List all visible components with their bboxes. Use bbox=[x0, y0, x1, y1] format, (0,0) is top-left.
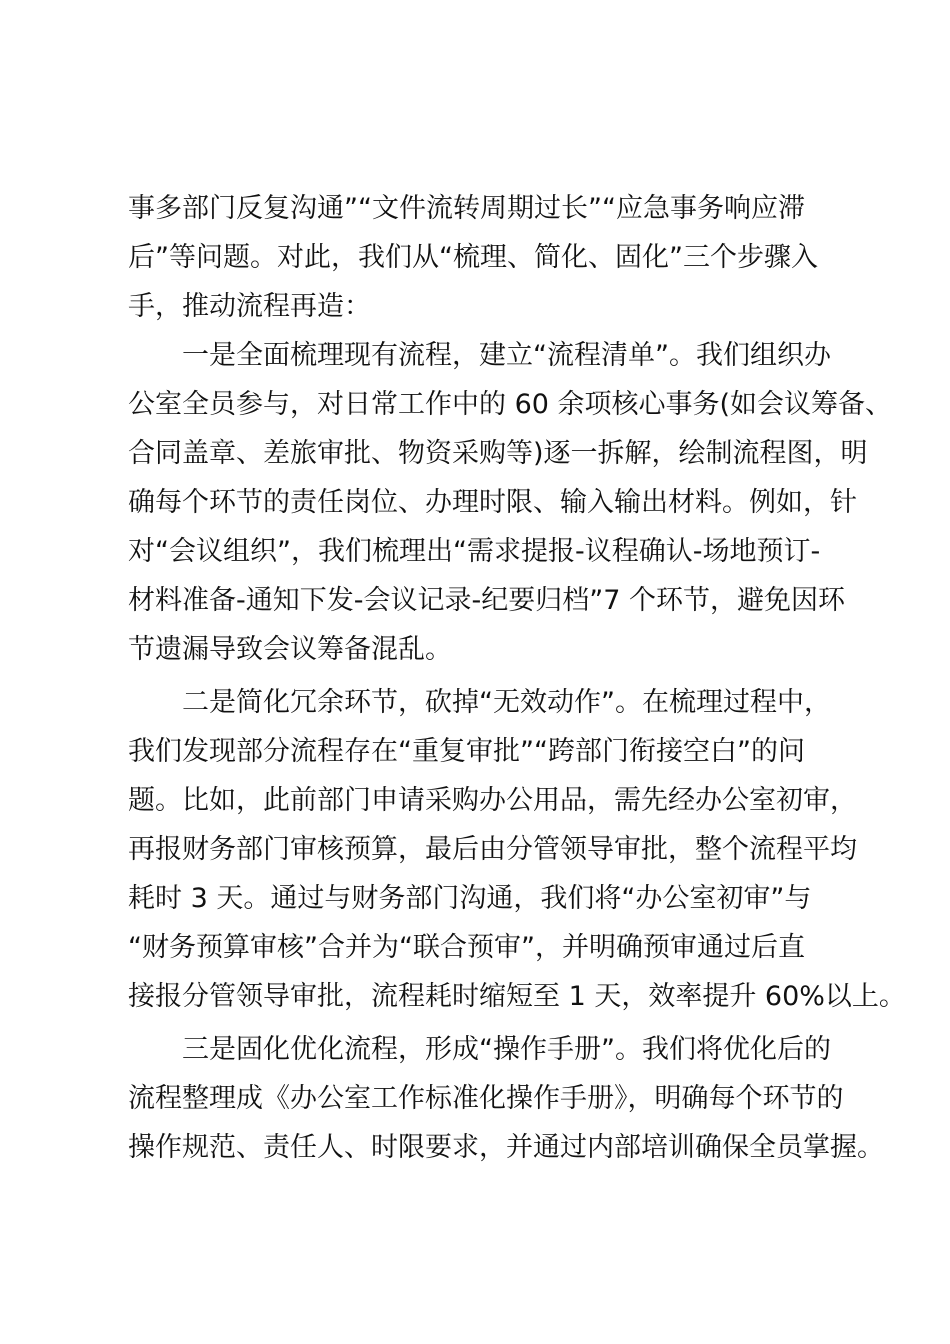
text-line: 手，推动流程再造： bbox=[128, 291, 371, 322]
text-line: 耗时 3 天。通过与财务部门沟通，我们将“办公室初审”与 bbox=[128, 883, 812, 914]
text-line: 合同盖章、差旅审批、物资采购等)逐一拆解，绘制流程图，明 bbox=[128, 438, 868, 469]
paragraph-start-line: 一是全面梳理现有流程，建立“流程清单”。我们组织办 bbox=[182, 340, 831, 371]
text-line: 题。比如，此前部门申请采购办公用品，需先经办公室初审， bbox=[128, 785, 857, 816]
text-line: 后”等问题。对此，我们从“梳理、简化、固化”三个步骤入 bbox=[128, 242, 818, 273]
text-line: “财务预算审核”合并为“联合预审”，并明确预审通过后直 bbox=[128, 932, 805, 963]
text-line: 我们发现部分流程存在“重复审批”“跨部门衔接空白”的问 bbox=[128, 736, 805, 767]
paragraph-start-line: 二是简化冗余环节，砍掉“无效动作”。在梳理过程中， bbox=[182, 687, 831, 718]
text-line: 事多部门反复沟通”“文件流转周期过长”“应急事务响应滞 bbox=[128, 193, 805, 224]
text-line: 操作规范、责任人、时限要求，并通过内部培训确保全员掌握。 bbox=[128, 1132, 884, 1163]
paragraph-start-line: 三是固化优化流程，形成“操作手册”。我们将优化后的 bbox=[182, 1034, 831, 1065]
text-line: 再报财务部门审核预算，最后由分管领导审批，整个流程平均 bbox=[128, 834, 857, 865]
text-line: 对“会议组织”，我们梳理出“需求提报-议程确认-场地预订- bbox=[128, 536, 821, 567]
text-line: 节遗漏导致会议筹备混乱。 bbox=[128, 634, 452, 665]
text-line: 材料准备-通知下发-会议记录-纪要归档”7 个环节，避免因环 bbox=[128, 585, 845, 616]
text-line: 接报分管领导审批，流程耗时缩短至 1 天，效率提升 60%以上。 bbox=[128, 981, 906, 1012]
text-line: 流程整理成《办公室工作标准化操作手册》，明确每个环节的 bbox=[128, 1083, 844, 1114]
text-line: 确每个环节的责任岗位、办理时限、输入输出材料。例如，针 bbox=[128, 487, 857, 518]
text-line: 公室全员参与，对日常工作中的 60 余项核心事务(如会议筹备、 bbox=[128, 389, 893, 420]
